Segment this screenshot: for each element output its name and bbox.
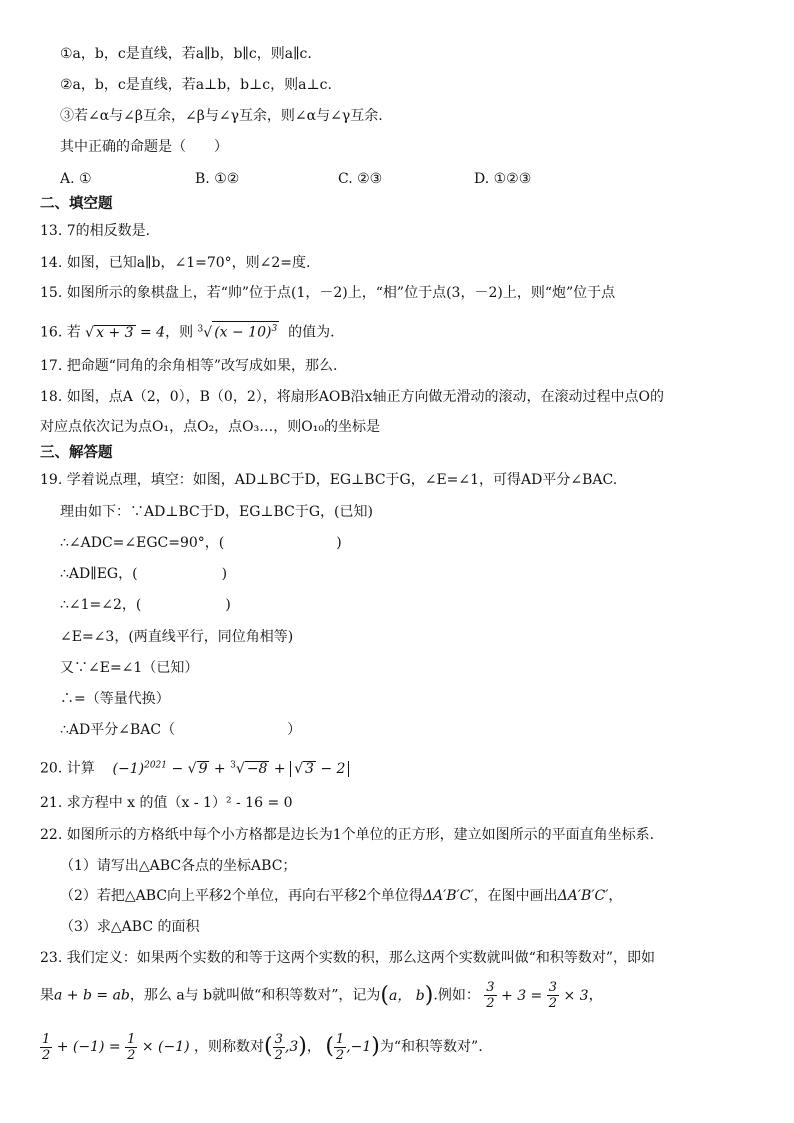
question-19-stem: 19. 学着说点理，填空：如图，AD⊥BC于D，EG⊥BC于G，∠E=∠1，可得AD平分∠BAC. (40, 472, 618, 488)
q19-step-8: ∴AD平分∠BAC（ ） (60, 722, 302, 738)
q23-pair-notation: (a， b) (380, 982, 434, 1008)
q12-option-d: D. ①②③ (474, 171, 532, 187)
q19-step-1: 理由如下：∵AD⊥BC于D，EG⊥BC于G，(已知) (60, 504, 373, 520)
q16-prefix: 16. 若 (40, 324, 81, 341)
question-16 (40, 316, 335, 346)
q19-step-5: ∠E=∠3，(两直线平行，同位角相等) (60, 629, 294, 645)
q16-mid: ，则 (165, 324, 194, 341)
question-21: 21. 求方程中 x 的值（x - 1）² - 16 = 0 (40, 795, 293, 811)
q23-pair-1: ( $\frac{3}{2}$ ,3) (264, 1031, 307, 1063)
q16-equals: = 4 (139, 324, 166, 341)
q19-step-3: ∴AD∥EG，( ) (60, 566, 228, 582)
question-14: 14. 如图，已知a∥b，∠1=70°，则∠2=度. (40, 255, 311, 271)
q20-expression: $(-1)^{2021}$ − √ 9 + $^3$√ −8 + √ 3 − 2 (113, 761, 350, 777)
question-20 (40, 752, 349, 782)
q16-sqrt-expression: √ x + 3 (85, 324, 134, 341)
question-23-line-3 (40, 1030, 483, 1064)
q22-part-1: （1）请写出△ABC各点的坐标ABC； (60, 858, 297, 874)
q23-example-1: $\frac{3}{2}$ + 3 = $\frac{3}{2}$ × 3 (486, 980, 589, 1011)
q12-option-a: A. ① (60, 171, 92, 187)
q22-part-3: （3）求△ABC 的面积 (60, 919, 200, 935)
question-23-line-2 (40, 980, 603, 1011)
question-22-stem: 22. 如图所示的方格纸中每个小方格都是边长为1个单位的正方形，建立如图所示的平面直角坐标系. (40, 827, 655, 843)
q12-proposition-3: ③若∠α与∠β互余，∠β与∠γ互余，则∠α与∠γ互余. (60, 108, 383, 124)
q23-text-a: 果 (40, 987, 54, 1004)
q23-text-f: ， (306, 1039, 321, 1055)
question-18-line-2: 对应点依次记为点O₁，点O₂，点O₃…，则O₁₀的坐标是 (40, 419, 380, 435)
q22-triangle-prime-1: ΔA′B′C′ (422, 888, 474, 904)
q23-pair-2: ( $\frac{1}{2}$ ,−1) (325, 1031, 380, 1063)
q19-step-4: ∴∠1=∠2，( ) (60, 597, 231, 613)
section-heading-answer: 三、解答题 (40, 444, 113, 461)
q12-question: 其中正确的命题是（ ） (60, 139, 228, 155)
q23-text-e: ，则称数对 (194, 1039, 265, 1055)
q23-text-b: ，那么 a与 b就叫做“和积等数对”，记为 (129, 987, 381, 1004)
q12-option-c: C. ②③ (338, 171, 383, 187)
q19-step-2: ∴∠ADC=∠EGC=90°，( ) (60, 535, 342, 551)
q12-proposition-1: ①a，b，c是直线，若a∥b，b∥c，则a∥c. (60, 46, 312, 62)
q22-part-2-text-b: ，在图中画出 (473, 888, 558, 904)
q22-part-2 (60, 886, 622, 906)
q22-part-2-text-a: （2）若把△ABC向上平移2个单位，再向右平移2个单位得 (60, 888, 423, 904)
question-17: 17. 把命题“同角的余角相等”改写成如果，那么. (40, 358, 338, 374)
q23-text-g: 为“和积等数对”. (379, 1039, 483, 1055)
q16-suffix: 的值为. (288, 324, 335, 341)
q22-triangle-prime-2: ΔA′B′C′ (557, 888, 609, 904)
question-15: 15. 如图所示的象棋盘上，若“帅”位于点(1，－2)上，“相”位于点(3，－2)上，则“炮”位于点 (40, 285, 616, 301)
q23-example-2: $\frac{1}{2}$ + (−1) = $\frac{1}{2}$ × (−1) (42, 1031, 190, 1063)
q23-text-c: .例如： (433, 987, 480, 1004)
q23-definition-equation: a + b = ab (54, 987, 130, 1004)
q23-text-d: ， (588, 987, 603, 1004)
q20-label: 20. 计算 (40, 760, 95, 777)
q19-step-7: ∴=（等量代换） (60, 691, 170, 707)
q16-cube-root-expression: $^3$√ $(x - 10)^3$ (198, 325, 280, 341)
q19-step-6: 又∵∠E=∠1（已知） (60, 660, 199, 676)
question-13: 13. 7的相反数是. (40, 223, 151, 239)
question-18-line-1: 18. 如图，点A（2，0），B（0，2），将扇形AOB沿x轴正方向做无滑动的滚动，在滚动过程中点O的 (40, 389, 664, 405)
section-heading-fill-in: 二、填空题 (40, 195, 113, 212)
question-23-line-1: 23. 我们定义：如果两个实数的和等于这两个实数的积，那么这两个实数就叫做“和积等数对”，即如 (40, 950, 656, 966)
q12-proposition-2: ②a，b，c是直线，若a⊥b，b⊥c，则a⊥c. (60, 77, 332, 93)
q12-option-b: B. ①② (195, 171, 240, 187)
q22-part-2-text-c: ， (608, 888, 623, 904)
